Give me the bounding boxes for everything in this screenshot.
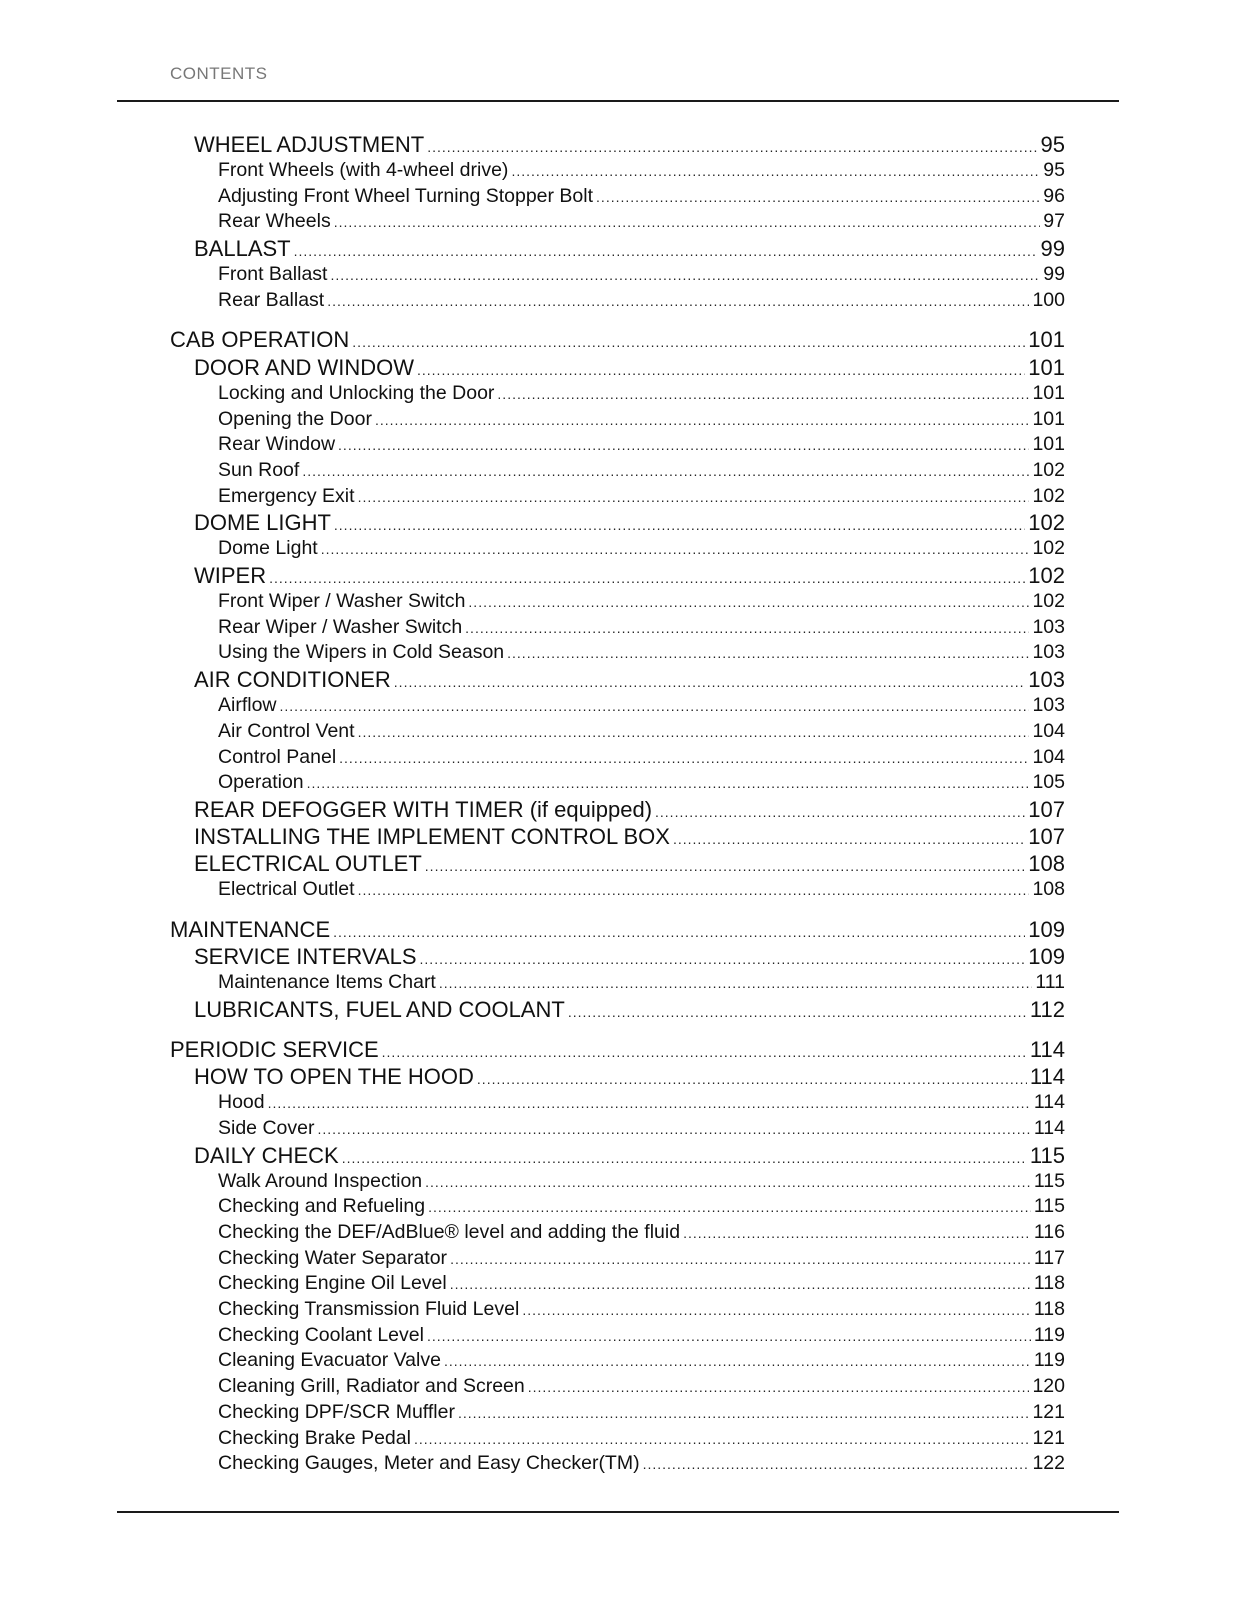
toc-entry-page-number: 111 <box>1035 971 1065 994</box>
toc-entry-page-number: 115 <box>1033 1169 1065 1192</box>
toc-entry[interactable] <box>170 408 1065 434</box>
toc-entry[interactable] <box>170 1349 1065 1375</box>
toc-entry[interactable] <box>170 917 1065 945</box>
toc-entry-title: DOME LIGHT <box>194 510 331 536</box>
dot-leader <box>568 1004 1027 1020</box>
dot-leader <box>655 804 1025 820</box>
toc-entry[interactable] <box>170 851 1065 878</box>
toc-entry-title: Emergency Exit <box>218 484 355 507</box>
toc-entry[interactable] <box>170 1037 1065 1065</box>
toc-entry-title: Rear Window <box>218 433 336 456</box>
toc-entry[interactable] <box>170 1247 1065 1273</box>
toc-entry-title: CAB OPERATION <box>170 327 350 353</box>
toc-entry-title: Airflow <box>218 694 277 717</box>
footer-divider <box>117 1511 1119 1513</box>
toc-entry-page-number: 116 <box>1033 1221 1065 1243</box>
toc-entry[interactable] <box>170 132 1065 159</box>
dot-leader <box>425 858 1025 874</box>
toc-entry-page-number: 97 <box>1043 210 1065 233</box>
toc-entry-page-number: 101 <box>1028 354 1065 380</box>
dot-leader <box>394 674 1025 690</box>
toc-entry[interactable] <box>170 641 1065 667</box>
toc-entry-page-number: 107 <box>1028 823 1065 849</box>
toc-entry[interactable] <box>170 459 1065 485</box>
toc-entry[interactable] <box>170 944 1065 971</box>
toc-entry[interactable] <box>170 1195 1065 1221</box>
dot-leader <box>428 1199 1031 1215</box>
toc-entry-title: Checking Engine Oil Level <box>218 1272 447 1295</box>
toc-entry[interactable] <box>170 1117 1065 1143</box>
toc-entry-title: Checking Gauges, Meter and Easy Checker(TM) <box>218 1452 640 1475</box>
dot-leader <box>450 1251 1031 1267</box>
dot-leader <box>458 1405 1029 1421</box>
dot-leader <box>321 541 1030 557</box>
toc-entry-title: AIR CONDITIONER <box>194 667 391 693</box>
toc-entry-title: Checking the DEF/AdBlue® level and adding the fluid <box>218 1221 681 1243</box>
toc-entry-title: Rear Wiper / Washer Switch <box>218 615 463 638</box>
toc-entry-title: Front Wiper / Washer Switch <box>218 590 466 613</box>
dot-leader <box>269 570 1025 586</box>
toc-entry[interactable] <box>170 667 1065 694</box>
dot-leader <box>339 750 1029 766</box>
dot-leader <box>596 189 1040 205</box>
toc-entry-page-number: 102 <box>1032 590 1065 613</box>
toc-entry[interactable] <box>170 1143 1065 1170</box>
dot-leader <box>414 1431 1030 1447</box>
dot-leader <box>358 489 1030 505</box>
toc-entry-page-number: 109 <box>1028 944 1065 970</box>
toc-entry-title: DAILY CHECK <box>194 1142 339 1168</box>
toc-entry[interactable] <box>170 1452 1065 1478</box>
dot-leader <box>307 775 1030 791</box>
toc-entry-page-number: 100 <box>1032 288 1065 311</box>
dot-leader <box>427 139 1037 155</box>
toc-entry-title: REAR DEFOGGER WITH TIMER (if equipped) <box>194 796 653 822</box>
toc-entry[interactable] <box>170 616 1065 642</box>
toc-entry-page-number: 99 <box>1040 236 1065 262</box>
header-divider <box>117 100 1119 102</box>
dot-leader <box>683 1225 1031 1241</box>
toc-entry[interactable] <box>170 289 1065 315</box>
toc-entry[interactable] <box>170 797 1065 824</box>
dot-leader <box>439 975 1033 991</box>
toc-entry-page-number: 101 <box>1032 433 1065 456</box>
toc-entry-page-number: 121 <box>1032 1426 1065 1449</box>
toc-entry-page-number: 108 <box>1032 877 1065 900</box>
toc-entry-page-number: 119 <box>1033 1349 1065 1372</box>
dot-leader <box>352 334 1025 350</box>
toc-entry-title: Checking Water Separator <box>218 1246 448 1269</box>
toc-entry-page-number: 104 <box>1032 719 1065 742</box>
toc-entry-title: Cleaning Grill, Radiator and Screen <box>218 1375 525 1398</box>
dot-leader <box>358 882 1030 898</box>
toc-entry-page-number: 103 <box>1032 694 1065 717</box>
toc-entry-title: ELECTRICAL OUTLET <box>194 850 422 876</box>
toc-entry[interactable] <box>170 1272 1065 1298</box>
toc-entry[interactable] <box>170 1091 1065 1117</box>
dot-leader <box>522 1302 1031 1318</box>
toc-entry[interactable] <box>170 590 1065 616</box>
toc-entry-page-number: 103 <box>1032 615 1065 638</box>
toc-entry-page-number: 114 <box>1029 1036 1065 1062</box>
dot-leader <box>302 463 1029 479</box>
toc-entry-title: Adjusting Front Wheel Turning Stopper Bolt <box>218 184 594 207</box>
toc-entry-page-number: 118 <box>1033 1272 1065 1295</box>
toc-entry-title: WHEEL ADJUSTMENT <box>194 132 425 157</box>
dot-leader <box>417 362 1025 378</box>
dot-leader <box>477 1071 1027 1087</box>
toc-entry[interactable] <box>170 433 1065 459</box>
toc-entry-title: LUBRICANTS, FUEL AND COOLANT <box>194 996 565 1022</box>
toc-entry-title: Checking Coolant Level <box>218 1323 424 1346</box>
toc-entry[interactable] <box>170 1427 1065 1453</box>
toc-entry-title: Rear Wheels <box>218 210 331 233</box>
toc-entry-page-number: 114 <box>1033 1091 1065 1114</box>
toc-entry-page-number: 105 <box>1032 771 1065 794</box>
toc-entry[interactable] <box>170 1298 1065 1324</box>
dot-leader <box>333 924 1025 940</box>
toc-entry-title: BALLAST <box>194 236 291 262</box>
toc-entry[interactable] <box>170 997 1065 1024</box>
toc-entry-page-number: 102 <box>1028 563 1065 589</box>
dot-leader <box>528 1379 1030 1395</box>
toc-entry-page-number: 95 <box>1043 159 1065 181</box>
toc-entry-page-number: 101 <box>1032 381 1065 404</box>
toc-entry-page-number: 104 <box>1032 745 1065 768</box>
toc-entry-page-number: 115 <box>1033 1195 1065 1218</box>
toc-entry-title: Walk Around Inspection <box>218 1169 423 1192</box>
dot-leader <box>673 831 1025 847</box>
toc-entry-title: Checking Transmission Fluid Level <box>218 1298 520 1321</box>
dot-leader <box>334 214 1041 230</box>
toc-entry-page-number: 101 <box>1032 407 1065 430</box>
dot-leader <box>338 437 1029 453</box>
toc-entry[interactable] <box>170 771 1065 797</box>
toc-entry-title: Side Cover <box>218 1116 315 1139</box>
toc-entry[interactable] <box>170 327 1065 355</box>
dot-leader <box>327 293 1029 309</box>
toc-entry-page-number: 109 <box>1028 916 1065 942</box>
toc-entry[interactable] <box>170 210 1065 236</box>
dot-leader <box>450 1276 1031 1292</box>
toc-entry-page-number: 96 <box>1043 184 1065 207</box>
toc-entry-page-number: 102 <box>1032 537 1065 560</box>
dot-leader <box>358 724 1030 740</box>
dot-leader <box>280 698 1030 714</box>
dot-leader <box>468 594 1029 610</box>
toc-entry[interactable] <box>170 263 1065 289</box>
toc-entry-title: INSTALLING THE IMPLEMENT CONTROL BOX <box>194 823 670 849</box>
toc-entry-title: Locking and Unlocking the Door <box>218 381 495 404</box>
toc-entry-page-number: 120 <box>1032 1375 1065 1398</box>
toc-entry[interactable] <box>170 746 1065 772</box>
toc-entry-page-number: 118 <box>1033 1298 1065 1321</box>
page-header-label: CONTENTS <box>170 64 268 83</box>
dot-leader <box>330 267 1040 283</box>
toc-entry-title: Hood <box>218 1091 265 1114</box>
toc-entry[interactable] <box>170 159 1065 185</box>
dot-leader <box>342 1150 1027 1166</box>
toc-entry-title: PERIODIC SERVICE <box>170 1036 379 1062</box>
toc-entry[interactable] <box>170 185 1065 211</box>
toc-entry[interactable] <box>170 694 1065 720</box>
toc-entry[interactable] <box>170 355 1065 382</box>
toc-entry-title: Front Wheels (with 4-wheel drive) <box>218 159 509 181</box>
toc-entry-page-number: 114 <box>1033 1116 1065 1139</box>
dot-leader <box>420 951 1026 967</box>
toc-entry-title: Operation <box>218 771 304 794</box>
dot-leader <box>334 517 1025 533</box>
toc-entry[interactable] <box>170 1221 1065 1247</box>
toc-entry[interactable] <box>170 537 1065 563</box>
dot-leader <box>382 1044 1027 1060</box>
toc-entry[interactable] <box>170 1375 1065 1401</box>
dot-leader <box>444 1353 1031 1369</box>
toc-entry[interactable] <box>170 971 1065 997</box>
toc-entry-title: Checking and Refueling <box>218 1195 426 1218</box>
toc-entry[interactable] <box>170 1170 1065 1196</box>
dot-leader <box>427 1328 1031 1344</box>
toc-entry-title: Checking Brake Pedal <box>218 1426 411 1449</box>
toc-entry-page-number: 114 <box>1029 1064 1065 1090</box>
toc-entry-title: Electrical Outlet <box>218 877 355 900</box>
toc-entry-title: Front Ballast <box>218 263 328 286</box>
dot-leader <box>317 1121 1030 1137</box>
toc-entry-page-number: 119 <box>1033 1323 1065 1346</box>
toc-entry-title: Dome Light <box>218 537 318 560</box>
toc-entry[interactable] <box>170 485 1065 511</box>
toc-entry-page-number: 99 <box>1043 263 1065 286</box>
toc-entry-page-number: 117 <box>1033 1246 1065 1269</box>
toc-entry-page-number: 122 <box>1032 1452 1065 1475</box>
toc-entry-page-number: 115 <box>1029 1142 1065 1168</box>
toc-entry-page-number: 102 <box>1032 484 1065 507</box>
toc-entry-title: Maintenance Items Chart <box>218 971 436 994</box>
toc-entry[interactable] <box>170 1401 1065 1427</box>
toc-entry-title: Air Control Vent <box>218 719 355 742</box>
toc-entry-page-number: 108 <box>1028 850 1065 876</box>
toc-entry-title: Opening the Door <box>218 407 372 430</box>
dot-leader <box>465 620 1029 636</box>
toc-entry-title: WIPER <box>194 563 267 589</box>
toc-entry[interactable] <box>170 382 1065 408</box>
toc-entry-title: Using the Wipers in Cold Season <box>218 641 505 664</box>
dot-leader <box>511 163 1040 179</box>
toc-entry-page-number: 101 <box>1028 327 1065 353</box>
toc-entry-page-number: 95 <box>1040 132 1065 157</box>
dot-leader <box>375 412 1030 428</box>
dot-leader <box>425 1174 1031 1190</box>
toc-entry-title: SERVICE INTERVALS <box>194 944 417 970</box>
toc-entry-page-number: 102 <box>1028 510 1065 536</box>
toc-entry-title: Control Panel <box>218 745 337 768</box>
toc-entry-title: Checking DPF/SCR Muffler <box>218 1400 455 1423</box>
toc-entry-page-number: 121 <box>1032 1400 1065 1423</box>
table-of-contents <box>170 132 1065 1478</box>
dot-leader <box>268 1095 1031 1111</box>
dot-leader <box>643 1456 1030 1472</box>
toc-entry[interactable] <box>170 1064 1065 1091</box>
toc-entry-title: Rear Ballast <box>218 288 325 311</box>
toc-entry[interactable] <box>170 824 1065 851</box>
toc-entry[interactable] <box>170 878 1065 904</box>
toc-entry-page-number: 107 <box>1028 796 1065 822</box>
toc-entry[interactable] <box>170 236 1065 263</box>
toc-entry-title: Cleaning Evacuator Valve <box>218 1349 441 1372</box>
toc-entry-page-number: 103 <box>1028 667 1065 693</box>
dot-leader <box>497 386 1029 402</box>
toc-entry[interactable] <box>170 563 1065 590</box>
toc-entry-page-number: 112 <box>1029 996 1065 1022</box>
toc-entry[interactable] <box>170 510 1065 537</box>
toc-entry-title: HOW TO OPEN THE HOOD <box>194 1064 474 1090</box>
toc-entry-title: DOOR AND WINDOW <box>194 354 414 380</box>
toc-entry-page-number: 103 <box>1032 641 1065 664</box>
toc-entry[interactable] <box>170 1324 1065 1350</box>
toc-entry-page-number: 102 <box>1032 459 1065 481</box>
toc-entry-title: MAINTENANCE <box>170 916 331 942</box>
toc-entry[interactable] <box>170 720 1065 746</box>
dot-leader <box>507 645 1029 661</box>
toc-entry-title: Sun Roof <box>218 459 300 481</box>
dot-leader <box>294 243 1038 259</box>
